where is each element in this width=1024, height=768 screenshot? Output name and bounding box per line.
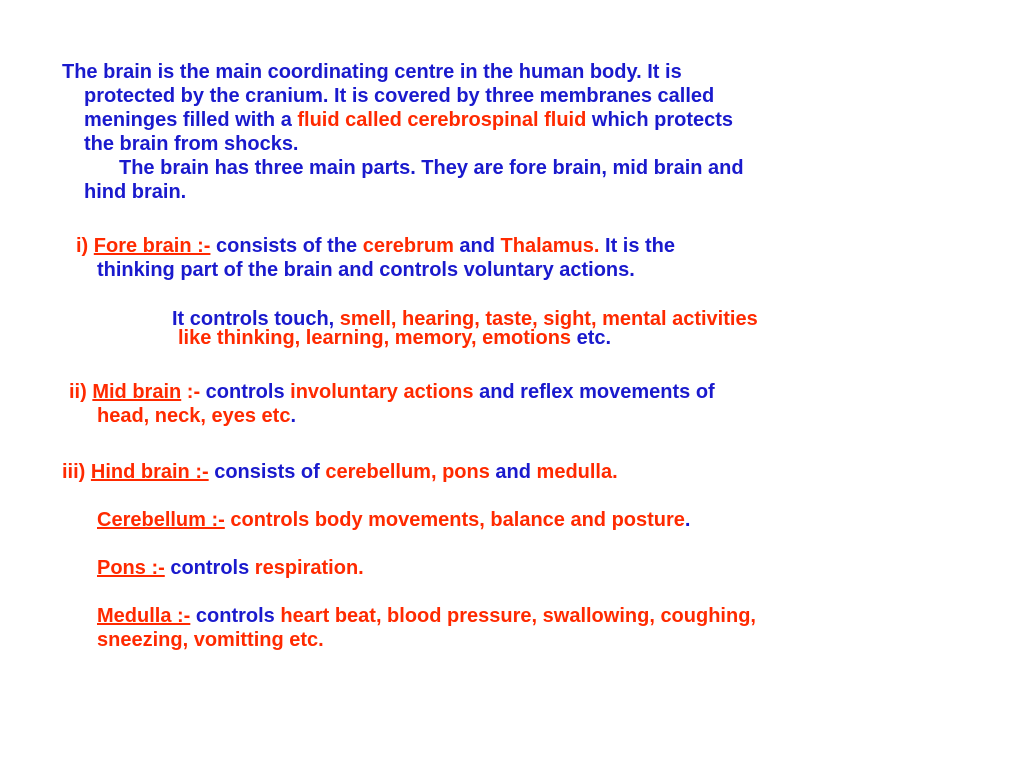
medulla-line-1 [97, 604, 756, 628]
intro-line-1: The brain is the main coordinating centre in the human body. It is [62, 61, 682, 83]
fore-brain-text: and [453, 235, 501, 257]
intro-line-6: hind brain. [84, 181, 187, 203]
intro-line-3 [84, 108, 733, 132]
intro-text: which protects [586, 109, 734, 131]
involuntary-actions-highlight: involuntary actions [290, 381, 474, 403]
head-neck-eyes-highlight: head, neck, eyes etc [97, 405, 291, 427]
mid-brain-heading-line [69, 380, 715, 404]
hind-brain-title: Hind brain :- [90, 461, 209, 483]
pons-line [97, 556, 364, 580]
fore-brain-heading-line [76, 234, 675, 258]
medulla-title: Medulla :- [97, 605, 191, 627]
mid-brain-period: . [290, 405, 297, 427]
fore-brain-title: Fore brain :- [93, 235, 211, 257]
mid-brain-text: controls [200, 381, 291, 403]
intro-line-2: protected by the cranium. It is covered by three membranes called [84, 85, 715, 107]
pons-title: Pons :- [97, 557, 165, 579]
thalamus-highlight: Thalamus. [500, 235, 600, 257]
intro-line-4: the brain from shocks. [84, 133, 299, 155]
fore-brain-controls-line-2 [178, 326, 611, 350]
respiration-highlight: respiration. [254, 557, 364, 579]
fore-brain-controls-text: etc. [571, 327, 612, 349]
hind-brain-text: and [489, 461, 537, 483]
hind-brain-text: consists of [208, 461, 326, 483]
mid-brain-text: and reflex movements of [473, 381, 715, 403]
cerebellum-text: controls body movements, balance and posture [224, 509, 685, 531]
medulla-text: controls [190, 605, 281, 627]
fore-brain-text: consists of the [210, 235, 363, 257]
intro-line-5: The brain has three main parts. They are fore brain, mid brain and [119, 157, 744, 179]
medulla-highlight: medulla. [536, 461, 618, 483]
cerebellum-pons-highlight: cerebellum, pons [325, 461, 490, 483]
hind-brain-heading-line [62, 460, 618, 484]
fore-brain-text: It is the [599, 235, 676, 257]
mid-brain-line-2 [97, 404, 296, 428]
cerebellum-line [97, 508, 690, 532]
senses-highlight: smell, hearing, taste, sight, mental activities [339, 308, 758, 330]
cerebellum-period: . [684, 509, 691, 531]
cerebrum-highlight: cerebrum [362, 235, 454, 257]
csf-highlight: fluid called cerebrospinal fluid [297, 109, 587, 131]
cerebellum-title: Cerebellum :- [97, 509, 225, 531]
pons-text: controls [164, 557, 255, 579]
fore-brain-controls-text: It controls touch, [172, 308, 340, 330]
fore-brain-line-2: thinking part of the brain and controls voluntary actions. [97, 259, 635, 281]
mental-activities-highlight: like thinking, learning, memory, emotions [178, 327, 572, 349]
mid-brain-title: Mid brain [92, 381, 182, 403]
hind-brain-number: iii) [62, 461, 91, 483]
mid-brain-number: ii) [69, 381, 93, 403]
intro-text: meninges filled with a [84, 109, 298, 131]
mid-brain-separator: :- [181, 381, 201, 403]
fore-brain-number: i) [76, 235, 94, 257]
medulla-functions-highlight: heart beat, blood pressure, swallowing, coughing, [280, 605, 756, 627]
medulla-line-2: sneezing, vomitting etc. [97, 629, 324, 651]
